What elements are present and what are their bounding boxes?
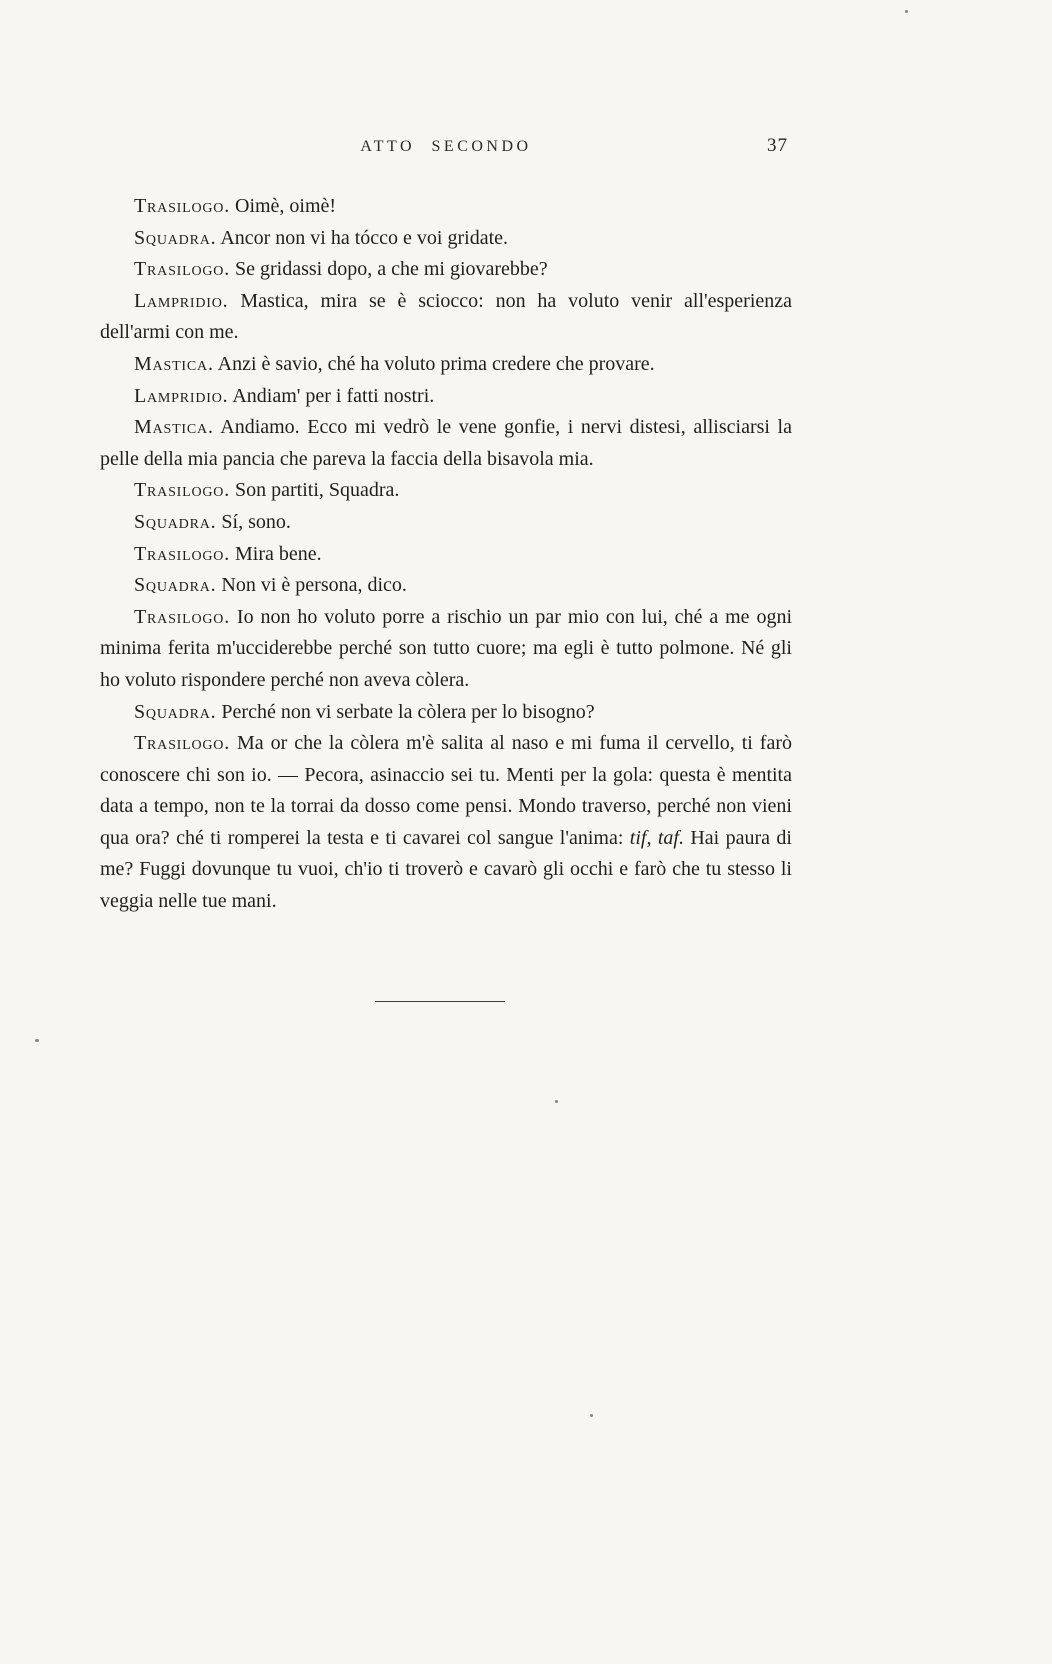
speaker-name: Lampridio.	[134, 289, 229, 312]
speaker-name: Squadra.	[134, 574, 217, 597]
dialogue-line	[100, 570, 792, 602]
speaker-name: Trasilogo.	[134, 479, 230, 502]
speaker-name: Mastica.	[134, 416, 214, 439]
section-divider	[375, 1001, 505, 1002]
speaker-name: Lampridio.	[134, 384, 229, 407]
speaker-name: Trasilogo.	[134, 195, 230, 217]
dialogue-line	[100, 191, 792, 223]
speaker-name: Trasilogo.	[134, 732, 230, 755]
dialogue-text: Oimè, oimè!	[235, 195, 337, 217]
dialogue-line	[100, 254, 792, 286]
dialogue-text: Ancor non vi ha tócco e voi gridate.	[220, 226, 509, 249]
dialogue-text-italic: tif, taf.	[629, 826, 684, 849]
dialogue-line	[100, 507, 792, 539]
dialogue-text: Non vi è persona, dico.	[221, 574, 407, 597]
dialogue-text: Andiam' per i fatti nostri.	[232, 384, 435, 407]
dialogue-text: Perché non vi serbate la còlera per lo bisogno?	[221, 700, 595, 723]
dialogue-text: Andiamo. Ecco mi vedrò le vene gonfie, i nervi distesi, allisciarsi la pelle della mia pancia che pareva la faccia della bisavola mia.	[100, 416, 792, 470]
dialogue-text: Son partiti, Squadra.	[235, 479, 400, 502]
dialogue-text: Anzi è savio, ché ha voluto prima credere che provare.	[217, 352, 655, 375]
dialogue-text: Hai paura di me? Fuggi dovunque tu vuoi, ch'io ti troverò e cavarò gli occhi e farò che tu stesso li veggia nelle tue mani.	[100, 826, 792, 913]
dialogue-text: Ma or che la còlera m'è salita al naso e mi fuma il cervello, ti farò conoscere chi son io. — Pecora, asinaccio sei tu. Menti per la gola: questa è mentita data a tempo, non te la torrai da dosso come pensi. Mondo traverso, perché non vieni qua ora? ché ti romperei la testa e ti cavarei col sangue l'anima:	[100, 732, 793, 849]
speaker-name: Squadra.	[134, 510, 217, 533]
dialogue-line	[100, 412, 792, 475]
dialogue-line	[100, 223, 792, 255]
dialogue-line	[100, 539, 792, 571]
dialogue-line	[100, 349, 792, 381]
dialogue-line	[100, 286, 792, 349]
dialogue-text: Mira bene.	[235, 542, 322, 565]
dialogue-line	[100, 475, 792, 507]
scan-speck	[590, 1414, 593, 1417]
speaker-name: Squadra.	[134, 226, 217, 249]
dialogue-line	[100, 381, 792, 413]
dialogue-line	[100, 602, 792, 697]
dialogue-text-block	[100, 191, 792, 1002]
speaker-name: Trasilogo.	[134, 605, 230, 628]
speaker-name: Trasilogo.	[134, 258, 230, 281]
dialogue-text: Io non ho voluto porre a rischio un par mio con lui, ché a me ogni minima ferita m'ucciderebbe perché son tutto cuore; ma egli è tutto polmone. Né gli ho voluto rispondere perché non aveva còlera.	[100, 605, 792, 691]
page-number: 37	[767, 135, 788, 156]
dialogue-text: Mastica, mira se è sciocco: non ha voluto venir all'esperienza dell'armi con me.	[100, 289, 793, 344]
page-header	[100, 135, 792, 164]
scan-speck	[35, 1039, 39, 1042]
speaker-name: Trasilogo.	[134, 542, 230, 565]
dialogue-text: Se gridassi dopo, a che mi giovarebbe?	[235, 258, 548, 281]
dialogue-text: Sí, sono.	[221, 510, 291, 533]
running-head-title: ATTO SECONDO	[360, 138, 532, 155]
scan-speck	[905, 10, 908, 13]
speaker-name: Squadra.	[134, 700, 217, 723]
speaker-name: Mastica.	[134, 352, 214, 375]
dialogue-line	[100, 697, 792, 729]
dialogue-line	[100, 728, 792, 918]
scan-speck	[555, 1100, 558, 1103]
